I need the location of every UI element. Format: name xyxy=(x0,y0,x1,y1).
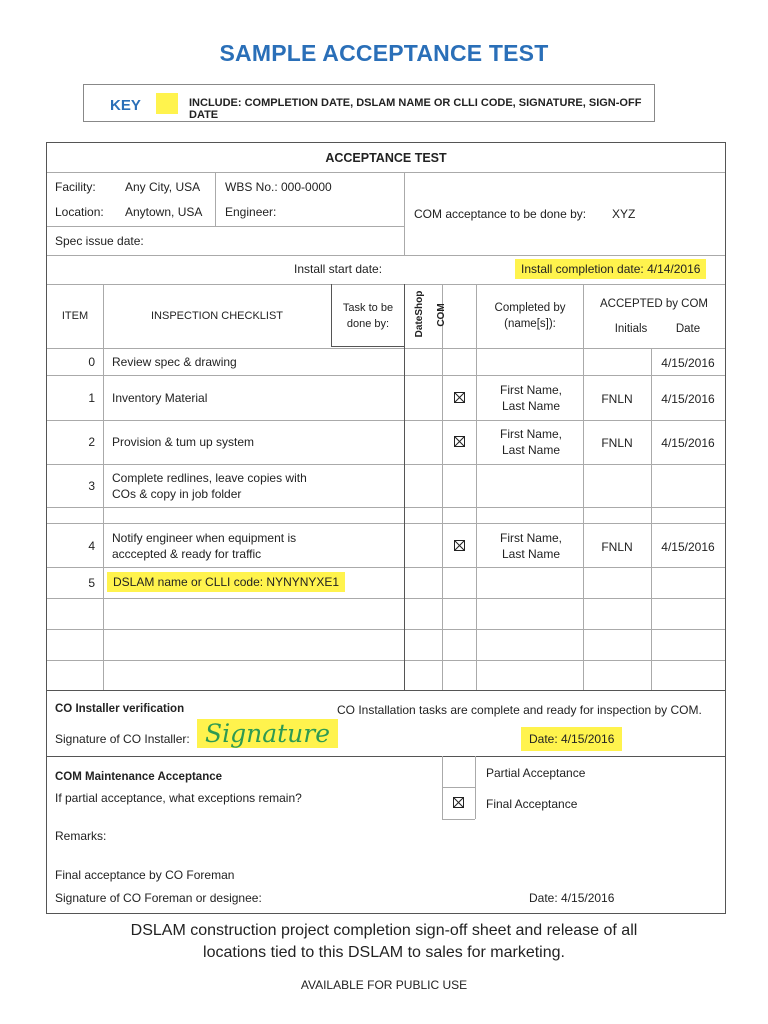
installer-signature-label: Signature of CO Installer: xyxy=(55,732,190,746)
row-1-completed-by: First Name, Last Name xyxy=(499,383,562,413)
row-2-com-checkbox-checked[interactable] xyxy=(454,436,465,447)
row-1-checklist: Inventory Material xyxy=(112,391,208,405)
com-acceptance-value: XYZ xyxy=(612,207,636,221)
row-4-initials: FNLN xyxy=(601,540,633,554)
spec-issue-label: Spec issue date: xyxy=(55,234,144,248)
final-acceptance-label: Final Acceptance xyxy=(486,797,578,811)
col-accepted-by-com: ACCEPTED by COM xyxy=(600,298,708,310)
row-0-date: 4/15/2016 xyxy=(661,356,715,370)
page-title: SAMPLE ACCEPTANCE TEST xyxy=(219,40,549,66)
row-3-checklist: Complete redlines, leave copies with COs & copy in job folder xyxy=(112,471,307,501)
row-2-date: 4/15/2016 xyxy=(661,436,715,450)
installer-statement: CO Installation tasks are complete and ready for inspection by COM. xyxy=(337,703,702,717)
wbs-number: WBS No.: 000-0000 xyxy=(225,180,332,194)
col-dateshop: DateShop xyxy=(414,290,425,338)
col-task: Task to be done by: xyxy=(342,302,394,330)
row-2-item: 2 xyxy=(88,435,95,449)
foreman-signature-label: Signature of CO Foreman or designee: xyxy=(55,891,262,905)
acceptance-form xyxy=(46,142,726,914)
key-legend xyxy=(83,84,655,122)
maintenance-question: If partial acceptance, what exceptions remain? xyxy=(55,791,302,805)
install-start-label: Install start date: xyxy=(294,262,383,276)
footer-line-2: locations tied to this DSLAM to sales for marketing. xyxy=(203,944,565,961)
foreman-acceptance-label: Final acceptance by CO Foreman xyxy=(55,868,235,882)
final-acceptance-checkbox-checked[interactable] xyxy=(453,797,464,808)
row-2-initials: FNLN xyxy=(601,436,633,450)
row-5-item: 5 xyxy=(88,576,95,590)
facility-label: Facility: xyxy=(55,180,96,194)
location-label: Location: xyxy=(55,205,104,219)
row-4-item: 4 xyxy=(88,539,95,553)
row-1-com-checkbox-checked[interactable] xyxy=(454,392,465,403)
col-item: ITEM xyxy=(61,310,89,322)
col-completed-by: Completed by (name[s]): xyxy=(494,302,566,330)
row-1-date: 4/15/2016 xyxy=(661,392,715,406)
col-checklist: INSPECTION CHECKLIST xyxy=(150,310,284,322)
maintenance-heading: COM Maintenance Acceptance xyxy=(55,771,223,783)
row-4-date: 4/15/2016 xyxy=(661,540,715,554)
row-0-item: 0 xyxy=(88,355,95,369)
foreman-date: Date: 4/15/2016 xyxy=(529,891,615,905)
row-4-com-checkbox-checked[interactable] xyxy=(454,540,465,551)
form-header: ACCEPTANCE TEST xyxy=(325,151,447,165)
row-1-initials: FNLN xyxy=(601,392,633,406)
key-label: KEY xyxy=(110,97,141,114)
row-2-completed-by: First Name, Last Name xyxy=(499,427,562,457)
public-use-note: AVAILABLE FOR PUBLIC USE xyxy=(300,978,468,992)
footer-line-1: DSLAM construction project completion sign-off sheet and release of all xyxy=(130,922,638,939)
installer-heading: CO Installer verification xyxy=(55,703,185,715)
facility-value: Any City, USA xyxy=(125,180,201,194)
key-text: INCLUDE: COMPLETION DATE, DSLAM NAME OR CLLI CODE, SIGNATURE, SIGN-OFF DATE xyxy=(189,97,642,121)
row-5-dslam-code: DSLAM name or CLLI code: NYNYNYXE1 xyxy=(107,572,345,592)
partial-acceptance-label: Partial Acceptance xyxy=(486,766,586,780)
location-value: Anytown, USA xyxy=(125,205,203,219)
footer-description xyxy=(0,920,768,964)
installer-signature: Signature xyxy=(197,719,338,748)
install-completion-date: Install completion date: 4/14/2016 xyxy=(515,259,706,279)
row-0-checklist: Review spec & drawing xyxy=(112,355,237,369)
installer-date: Date: 4/15/2016 xyxy=(521,727,622,751)
key-highlight-swatch xyxy=(156,93,178,114)
col-date: Date xyxy=(675,323,701,335)
row-4-completed-by: First Name, Last Name xyxy=(499,531,562,561)
col-initials: Initials xyxy=(614,323,648,335)
com-acceptance-label: COM acceptance to be done by: xyxy=(414,207,587,221)
row-1-item: 1 xyxy=(88,391,95,405)
row-4-checklist: Notify engineer when equipment is acccepted & ready for traffic xyxy=(112,531,297,561)
remarks-label: Remarks: xyxy=(55,829,107,843)
engineer-label: Engineer: xyxy=(225,205,277,219)
row-2-checklist: Provision & tum up system xyxy=(112,435,255,449)
col-com: COM xyxy=(436,303,447,327)
row-3-item: 3 xyxy=(88,479,95,493)
